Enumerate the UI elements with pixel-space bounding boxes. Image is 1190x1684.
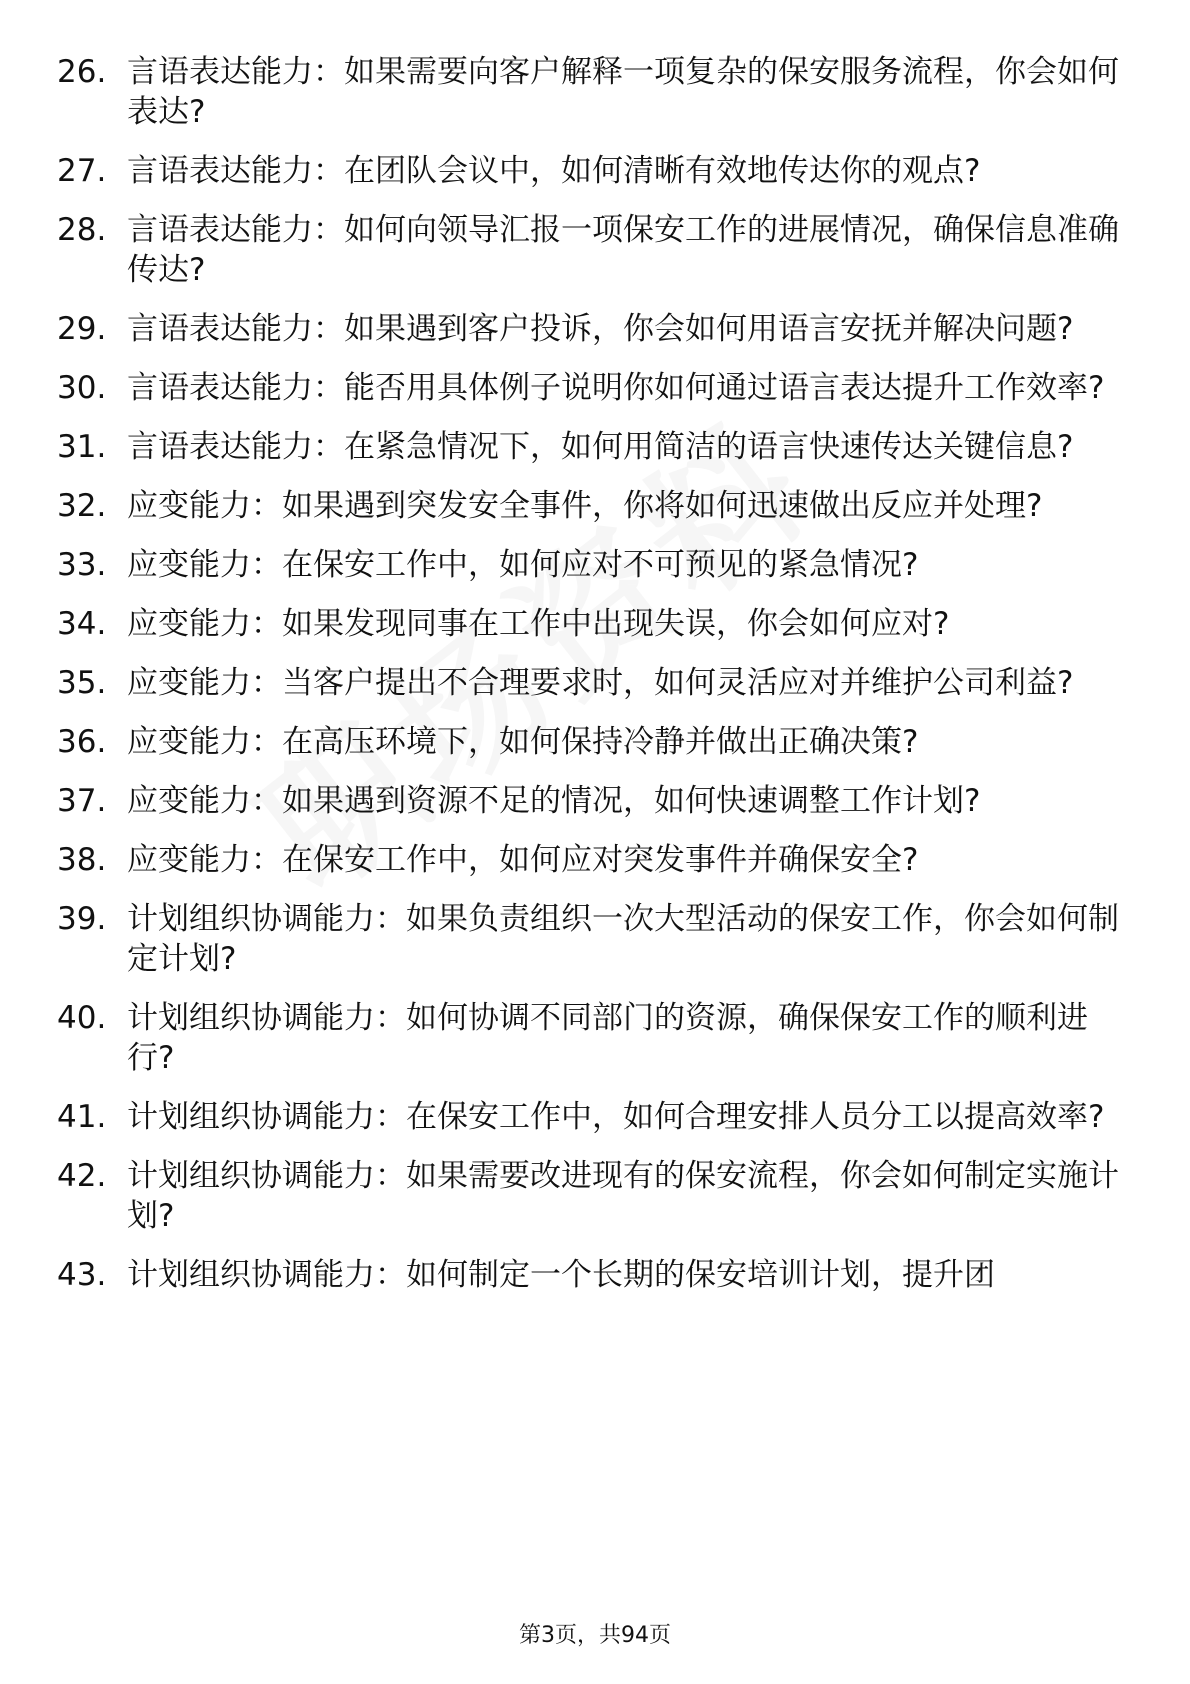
question-item [0,1097,1190,1137]
question-number: 36. [57,724,107,760]
question-item [0,1156,1190,1236]
question-item [0,899,1190,979]
question-item [0,545,1190,585]
page-number-label: 第3页，共94页 [519,1623,671,1648]
question-item [0,427,1190,467]
question-text: 言语表达能力：如果遇到客户投诉，你会如何用语言安抚并解决问题? [127,311,1074,347]
question-text: 计划组织协调能力：如果负责组织一次大型活动的保安工作，你会如何制定计划? [127,901,1119,977]
question-number: 33. [57,547,107,583]
question-item [0,1255,1190,1295]
question-list [0,52,1190,1314]
question-text: 言语表达能力：如何向领导汇报一项保安工作的进展情况，确保信息准确传达? [127,212,1119,288]
question-number: 32. [57,488,107,524]
question-number: 35. [57,665,107,701]
question-number: 26. [57,54,107,90]
question-number: 31. [57,429,107,465]
question-text: 计划组织协调能力：如果需要改进现有的保安流程，你会如何制定实施计划? [127,1158,1119,1234]
question-item [0,663,1190,703]
question-text: 应变能力：当客户提出不合理要求时，如何灵活应对并维护公司利益? [127,665,1074,701]
question-number: 42. [57,1158,107,1194]
question-text: 应变能力：如果遇到突发安全事件，你将如何迅速做出反应并处理? [127,488,1043,524]
question-number: 43. [57,1257,107,1293]
question-number: 41. [57,1099,107,1135]
question-number: 30. [57,370,107,406]
question-item [0,210,1190,290]
question-text: 应变能力：如果遇到资源不足的情况，如何快速调整工作计划? [127,783,981,819]
question-text: 应变能力：在保安工作中，如何应对不可预见的紧急情况? [127,547,919,583]
question-number: 38. [57,842,107,878]
question-text: 言语表达能力：如果需要向客户解释一项复杂的保安服务流程，你会如何表达? [127,54,1119,130]
question-number: 28. [57,212,107,248]
question-text: 应变能力：在高压环境下，如何保持冷静并做出正确决策? [127,724,919,760]
question-text: 应变能力：在保安工作中，如何应对突发事件并确保安全? [127,842,919,878]
question-text: 计划组织协调能力：如何制定一个长期的保安培训计划，提升团 [127,1257,995,1293]
question-item [0,52,1190,132]
question-number: 34. [57,606,107,642]
question-item [0,998,1190,1078]
question-text: 言语表达能力：在紧急情况下，如何用简洁的语言快速传达关键信息? [127,429,1074,465]
question-item [0,368,1190,408]
question-item [0,840,1190,880]
question-item [0,309,1190,349]
question-item [0,486,1190,526]
question-text: 计划组织协调能力：在保安工作中，如何合理安排人员分工以提高效率? [127,1099,1105,1135]
question-item [0,151,1190,191]
page-footer [0,1618,1190,1649]
question-item [0,604,1190,644]
question-item [0,722,1190,762]
question-item [0,781,1190,821]
question-number: 29. [57,311,107,347]
question-number: 27. [57,153,107,189]
question-number: 40. [57,1000,107,1036]
question-number: 37. [57,783,107,819]
question-text: 计划组织协调能力：如何协调不同部门的资源，确保保安工作的顺利进行? [127,1000,1088,1076]
question-number: 39. [57,901,107,937]
question-text: 言语表达能力：在团队会议中，如何清晰有效地传达你的观点? [127,153,981,189]
question-text: 应变能力：如果发现同事在工作中出现失误，你会如何应对? [127,606,950,642]
question-text: 言语表达能力：能否用具体例子说明你如何通过语言表达提升工作效率? [127,370,1105,406]
